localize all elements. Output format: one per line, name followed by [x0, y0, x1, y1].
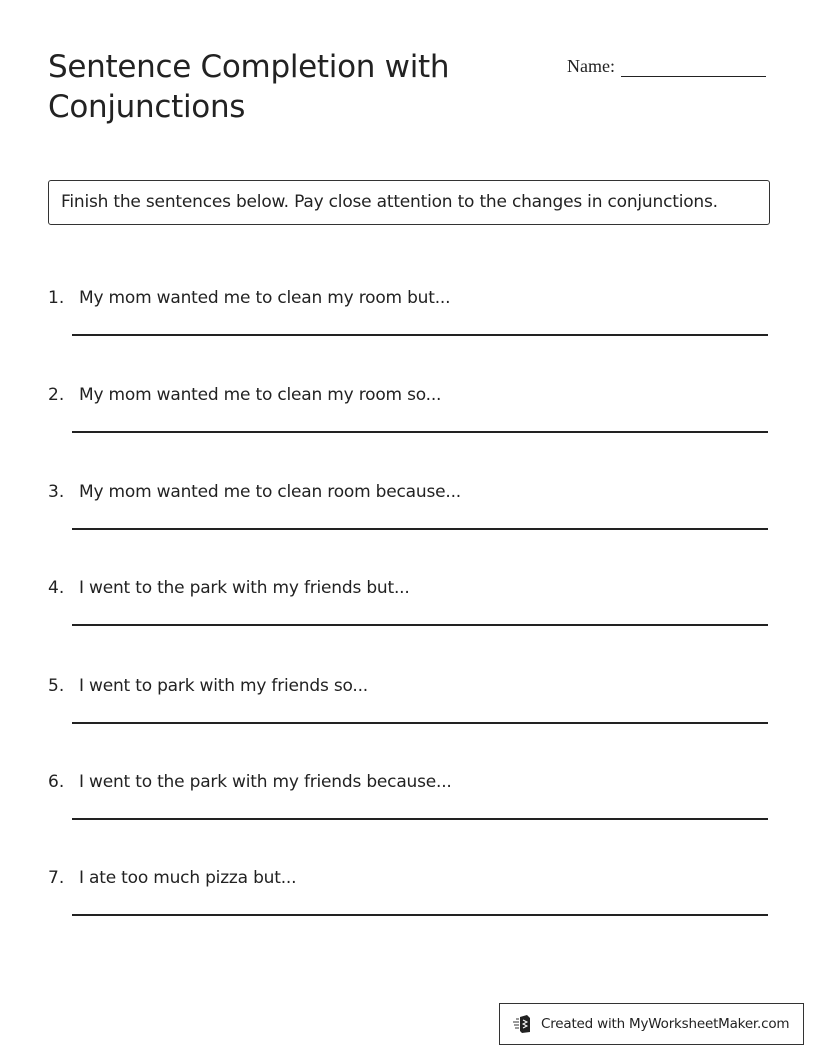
question-text: I went to the park with my friends but...	[79, 578, 410, 598]
question-number: 4.	[48, 578, 65, 598]
question-number: 1.	[48, 288, 65, 308]
footer-badge	[499, 1003, 804, 1045]
answer-line	[72, 431, 768, 433]
question-number: 2.	[48, 385, 65, 405]
question-text: I went to park with my friends so...	[79, 676, 368, 696]
question-text: My mom wanted me to clean room because...	[79, 482, 461, 502]
worksheet-maker-logo-icon	[512, 1014, 534, 1034]
question-number: 7.	[48, 868, 65, 888]
name-blank-line	[621, 52, 766, 77]
page-title: Sentence Completion with Conjunctions	[48, 49, 450, 125]
answer-line	[72, 818, 768, 820]
name-label: Name:	[567, 56, 615, 76]
answer-line	[72, 914, 768, 916]
question-number: 5.	[48, 676, 65, 696]
footer-text: Created with MyWorksheetMaker.com	[541, 1016, 790, 1032]
question-text: I went to the park with my friends because...	[79, 772, 452, 792]
question-number: 6.	[48, 772, 65, 792]
question-text: My mom wanted me to clean my room so...	[79, 385, 442, 405]
question-text: My mom wanted me to clean my room but...	[79, 288, 451, 308]
answer-line	[72, 528, 768, 530]
instructions-box: Finish the sentences below. Pay close attention to the changes in conjunctions.	[48, 180, 770, 225]
answer-line	[72, 334, 768, 336]
answer-line	[72, 722, 768, 724]
question-text: I ate too much pizza but...	[79, 868, 297, 888]
answer-line	[72, 624, 768, 626]
name-field	[567, 52, 766, 77]
question-number: 3.	[48, 482, 65, 502]
